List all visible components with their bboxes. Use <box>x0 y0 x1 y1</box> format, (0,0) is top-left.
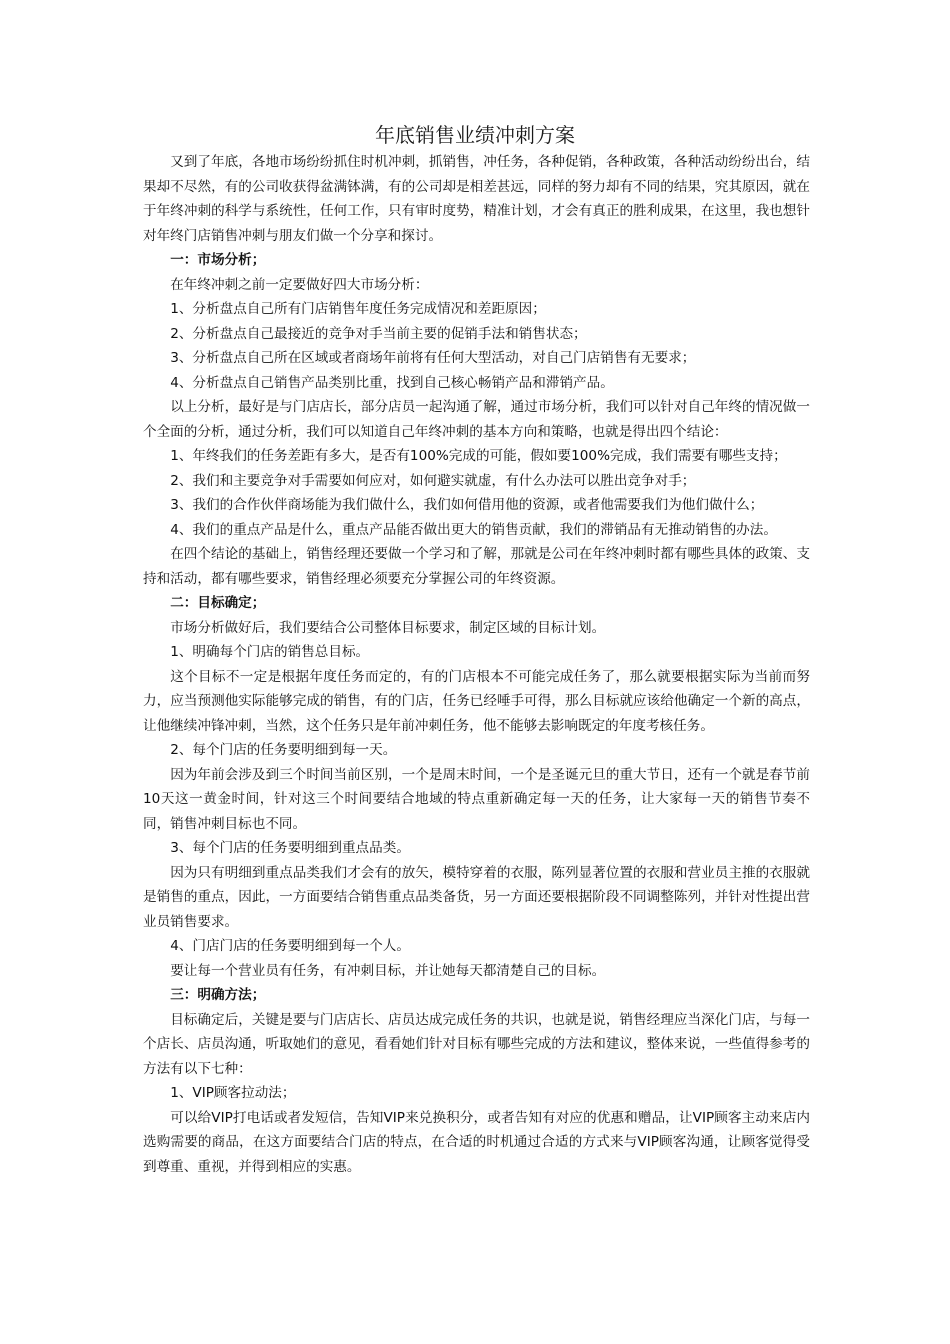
paragraph: 要让每一个营业员有任务，有冲刺目标，并让她每天都清楚自己的目标。 <box>170 962 606 979</box>
paragraph: 3、我们的合作伙伴商场能为我们做什么，我们如何借用他的资源，或者他需要我们为他们做什么； <box>170 497 764 513</box>
paragraph: 目标确定后，关键是要与门店店长、店员达成完成任务的共识，也就是说，销售经理应当深化门店，与每一个店长、店员沟通，听取她们的意见，看看她们针对目标有哪些完成的方法和建议，整体来说，一些值得参考的方法有以下七种： <box>143 1011 810 1077</box>
paragraph: 4、门店门店的任务要明细到每一个人。 <box>170 938 410 954</box>
paragraph: 1、年终我们的任务差距有多大，是否有100%完成的可能，假如要100%完成，我们需要有哪些支持； <box>170 448 787 464</box>
paragraph: 1、分析盘点自己所有门店销售年度任务完成情况和差距原因； <box>170 301 546 317</box>
section-heading: 二：目标确定； <box>170 595 266 611</box>
document-body <box>143 150 810 1179</box>
paragraph: 4、我们的重点产品是什么，重点产品能否做出更大的销售贡献，我们的滞销品有无推动销售的办法。 <box>170 521 777 538</box>
paragraph: 在年终冲刺之前一定要做好四大市场分析： <box>170 276 429 293</box>
paragraph: 因为年前会涉及到三个时间当前区别，一个是周末时间，一个是圣诞元旦的重大节日，还有一个就是春节前10天这一黄金时间，针对这三个时间要结合地域的特点重新确定每一天的任务，让大家每一天的销售节奏不同，销售冲刺目标也不同。 <box>143 766 810 832</box>
paragraph: 2、每个门店的任务要明细到每一天。 <box>170 742 397 758</box>
paragraph: 以上分析，最好是与门店店长，部分店员一起沟通了解，通过市场分析，我们可以针对自己年终的情况做一个全面的分析，通过分析，我们可以知道自己年终冲刺的基本方向和策略，也就是得出四个结论： <box>143 399 810 440</box>
paragraph: 2、我们和主要竞争对手需要如何应对，如何避实就虚，有什么办法可以胜出竞争对手； <box>170 472 696 489</box>
paragraph: 1、VIP顾客拉动法； <box>170 1085 296 1101</box>
document-title: 年底销售业绩冲刺方案 <box>375 123 575 147</box>
paragraph: 这个目标不一定是根据年度任务而定的，有的门店根本不可能完成任务了，那么就要根据实际为当前而努力，应当预测他实际能够完成的销售，有的门店，任务已经唾手可得，那么目标就应该给他确定一个新的高点，让他继续冲锋冲刺，当然，这个任务只是年前冲刺任务，他不能够去影响既定的年度考核任务。 <box>143 668 810 734</box>
paragraph: 可以给VIP打电话或者发短信，告知VIP来兑换积分，或者告知有对应的优惠和赠品，让VIP顾客主动来店内选购需要的商品，在这方面要结合门店的特点，在合适的时机通过合适的方式来与VIP顾客沟通，让顾客觉得受到尊重、重视，并得到相应的实惠。 <box>143 1109 810 1175</box>
paragraph: 1、明确每个门店的销售总目标。 <box>170 644 370 660</box>
paragraph: 因为只有明细到重点品类我们才会有的放矢，模特穿着的衣服，陈列显著位置的衣服和营业员主推的衣服就是销售的重点，因此，一方面要结合销售重点品类备货，另一方面还要根据阶段不同调整陈列，并针对性提出营业员销售要求。 <box>143 864 810 930</box>
paragraph: 在四个结论的基础上，销售经理还要做一个学习和了解，那就是公司在年终冲刺时都有哪些具体的政策、支持和活动，都有哪些要求，销售经理必须要充分掌握公司的年终资源。 <box>143 546 810 587</box>
paragraph: 3、分析盘点自己所在区域或者商场年前将有任何大型活动，对自己门店销售有无要求； <box>170 350 696 366</box>
paragraph: 2、分析盘点自己最接近的竞争对手当前主要的促销手法和销售状态； <box>170 325 587 342</box>
paragraph: 3、每个门店的任务要明细到重点品类。 <box>170 840 410 856</box>
section-heading: 三：明确方法； <box>170 987 266 1003</box>
paragraph: 4、分析盘点自己销售产品类别比重，找到自己核心畅销产品和滞销产品。 <box>170 374 614 391</box>
paragraph: 市场分析做好后，我们要结合公司整体目标要求，制定区域的目标计划。 <box>170 619 606 636</box>
paragraph: 又到了年底，各地市场纷纷抓住时机冲刺，抓销售，冲任务，各种促销，各种政策，各种活动纷纷出台，结果却不尽然，有的公司收获得盆满钵满，有的公司却是相差甚远，同样的努力却有不同的结果，究其原因，就在于年终冲刺的科学与系统性，任何工作，只有审时度势，精准计划，才会有真正的胜利成果，在这里，我也想针对年终门店销售冲刺与朋友们做一个分享和探讨。 <box>143 154 810 244</box>
section-heading: 一：市场分析； <box>170 252 266 268</box>
